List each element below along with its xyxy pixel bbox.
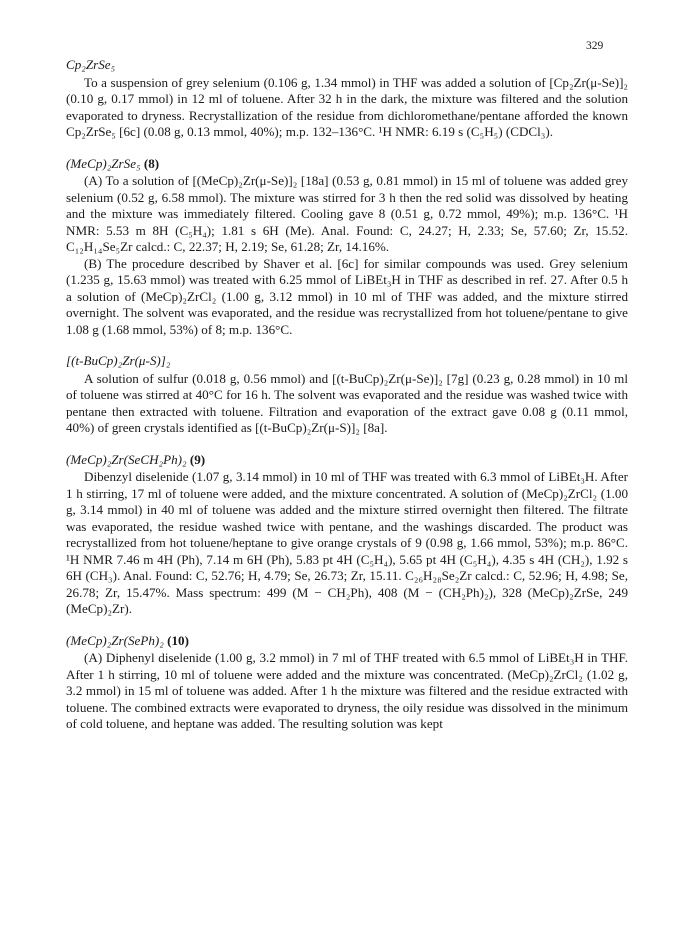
section-heading [66,353,628,370]
compound-formula: (MeCp)₂Zr(SeCH₂Ph)₂ [66,451,187,467]
compound-number: (8) [143,155,160,171]
paragraph: (A) Diphenyl diselenide (1.00 g, 3.2 mmol) in 7 ml of THF treated with 6.5 mmol of LiBEt₃H in THF. After 1 h stirring, 10 ml of toluene were added and the mixture was concentrated. (MeCp)₂ZrCl₂ (1.02 g, 3.2 mmol) in 15 ml of toluene was added. After 1 h the mixture was filtered and the residue extracted with toluene. The combined extracts were evaporated to dryness, the oily residue was dissolved in the minimum of cold toluene, and heptane was added. The resulting solution was kept [66,650,628,731]
section-heading [66,57,628,74]
compound-formula: [(t-BuCp)₂Zr(μ-S)]₂ [66,353,171,368]
compound-number: (10) [167,632,189,648]
section-mecp2zrse5 [66,156,628,339]
paragraph: (B) The procedure described by Shaver et al. [6c] for similar compounds was used. Grey selenium (1.235 g, 15.63 mmol) was treated with 6.25 mmol of LiBEt₃H in THF as described in ref. 27. After 0.5 h a solution of (MeCp)₂ZrCl₂ (1.00 g, 3.12 mmol) in 10 ml of THF was added, and the mixture stirred overnight. The solvent was evaporated, and the residue was recrystallized from hot toluene/pentane to give 1.08 g (1.68 mmol, 53%) of 8; m.p. 136°C. [66,255,628,337]
compound-formula: (MeCp)₂Zr(SePh)₂ [66,632,164,648]
section-heading [66,452,628,469]
paragraph: A solution of sulfur (0.018 g, 0.56 mmol) and [(t-BuCp)₂Zr(μ-Se)]₂ [7g] (0.23 g, 0.28 mmol) in 10 ml of toluene was stirred at 40°C for 16 h. The solvent was evaporated and the residue was washed twice with pentane then extracted with toluene. Filtration and evaporation of the extract gave 0.08 g (0.11 mmol, 40%) of green crystals identified as [(t-BuCp)₂Zr(μ-S)]₂ [8a]. [66,370,628,435]
paragraph: To a suspension of grey selenium (0.106 g, 1.34 mmol) in THF was added a solution of [Cp₂Zr(μ-Se)]₂ (0.10 g, 0.17 mmol) in 12 ml of toluene. After 32 h in the dark, the mixture was filtered and the solution evaporated to dryness. Recrystallization of the residue from dichloromethane/pentane afforded the known Cp₂ZrSe₅ [6c] (0.08 g, 0.13 mmol, 40%); m.p. 132–136°C. ¹H NMR: 6.19 s (C₅H₅) (CDCl₃). [66,74,628,139]
experimental-text [66,57,628,748]
compound-formula: (MeCp)₂ZrSe₅ [66,155,141,171]
section-cp2zrse5 [66,57,628,141]
section-heading [66,156,628,173]
section-heading [66,633,628,650]
section-tbucp2zrs2 [66,353,628,437]
section-mecp2zr-sech2ph-2 [66,452,628,618]
paragraph: (A) To a solution of [(MeCp)₂Zr(μ-Se)]₂ [18a] (0.53 g, 0.81 mmol) in 15 ml of toluene was added grey selenium (0.52 g, 6.58 mmol). The mixture was stirred for 3 h then the red solid was dissolved by heating and the mixture was immediately filtered. Cooling gave 8 (0.51 g, 0.72 mmol, 49%); m.p. 136°C. ¹H NMR: 5.53 m 8H (C₅H₄); 1.81 s 6H (Me). Anal. Found: C, 24.27; H, 2.33; Se, 57.60; Zr, 15.52. C₁₂H₁₄Se₅Zr calcd.: C, 22.37; H, 2.19; Se, 61.28; Zr, 14.16%. [66,173,628,254]
paragraph: Dibenzyl diselenide (1.07 g, 3.14 mmol) in 10 ml of THF was treated with 6.3 mmol of LiBEt₃H. After 1 h stirring, 17 ml of toluene were added, and the mixture concentrated. A solution of (MeCp)₂ZrCl₂ (1.00 g, 3.14 mmol) in 40 ml of toluene was added and the mixture stirred overnight then filtered. The filtrate was evaporated, the residue washed twice with pentane, and the washings discarded. The product was recrystallized from hot toluene/heptane to give orange crystals of 9 (0.98 g, 1.66 mmol, 53%); m.p. 86°C. ¹H NMR 7.46 m 4H (Ph), 7.14 m 6H (Ph), 5.83 pt 4H (C₅H₄), 5.65 pt 4H (C₅H₄), 4.35 s 4H (CH₂), 1.92 s 6H (CH₃). Anal. Found: C, 52.76; H, 4.79; Se, 26.73; Zr, 15.11. C₂₆H₂₈Se₂Zr calcd.: C, 52.96; H, 4.98; Se, 26.78; Zr, 15.47%. Mass spectrum: 499 (M − CH₂Ph), 408 (M − (CH₂Ph)₂), 328 (MeCp)₂ZrSe, 249 (MeCp)₂Zr). [66,469,628,616]
compound-number: (9) [189,451,206,467]
compound-formula: Cp₂ZrSe₅ [66,57,116,72]
section-mecp2zr-seph-2 [66,633,628,733]
page-number: 329 [586,40,604,52]
